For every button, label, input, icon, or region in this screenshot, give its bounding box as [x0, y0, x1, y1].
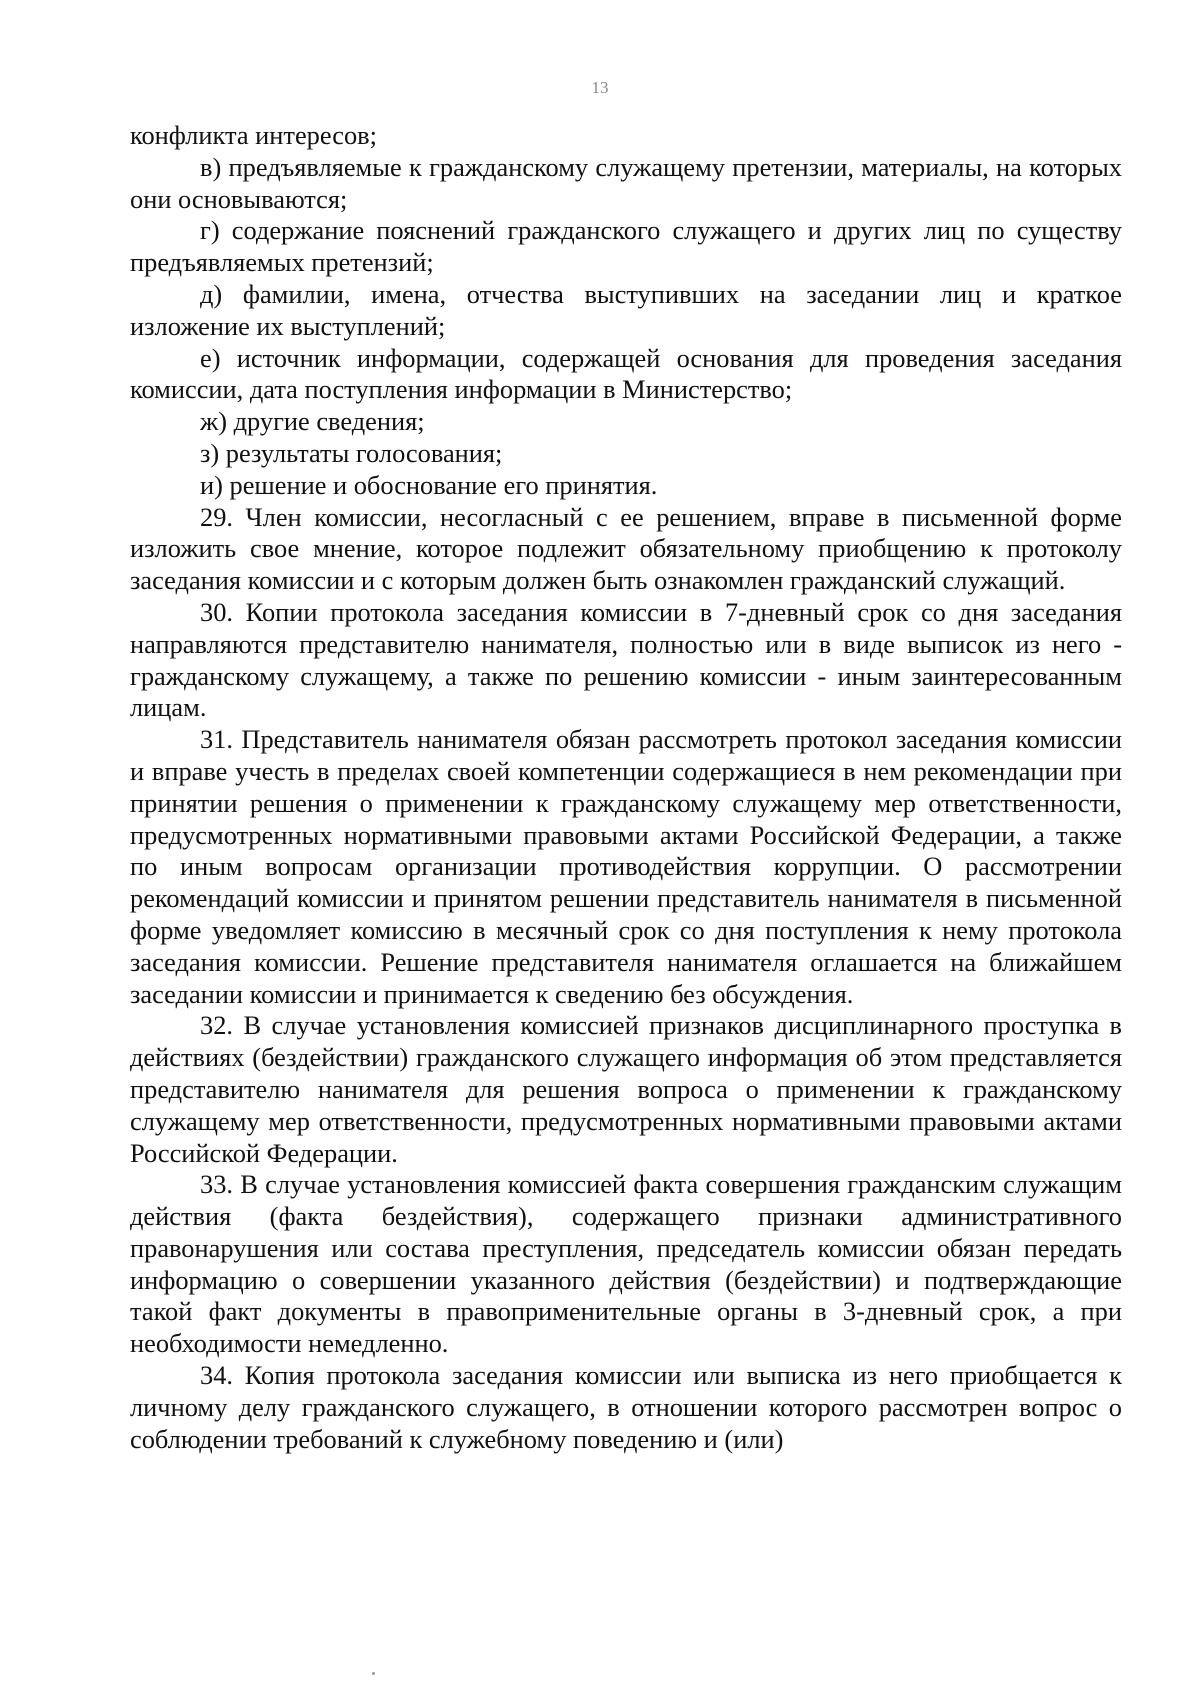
- paragraph-z: з) результаты голосования;: [200, 437, 503, 468]
- paragraph-zh: ж) другие сведения;: [200, 406, 425, 437]
- paragraph-v: в) предъявляемые к гражданскому служащему претензии, материалы, на которых они основываются;: [130, 151, 1122, 214]
- paragraph-33: 33. В случае установления комиссией факта совершения гражданским служащим действия (факта бездействия), содержащего признаки административного правонарушения или состава преступления, председатель комиссии обязан передать информацию о совершении указанного действия (бездействии) и подтверждающие такой факт документы в правоприменительные органы в 3-дневный срок, а при необходимости немедленно.: [130, 1169, 1122, 1359]
- page-number: 13: [591, 78, 609, 97]
- paragraph-continuation: конфликта интересов;: [130, 120, 377, 150]
- paragraph-d: д) фамилии, имена, отчества выступивших на заседании лиц и краткое изложение их выступлений;: [130, 278, 1122, 341]
- paragraph-29: 29. Член комиссии, несогласный с ее решением, вправе в письменной форме изложить свое мнение, которое подлежит обязательному приобщению к протоколу заседания комиссии и с которым должен быть ознакомлен гражданский служащий.: [130, 501, 1122, 596]
- paragraph-30: 30. Копии протокола заседания комиссии в 7-дневный срок со дня заседания направляются представителю нанимателя, полностью или в виде выписок из него - гражданскому служащему, а также по решению комиссии - иным заинтересованным лицам.: [130, 596, 1122, 723]
- paragraph-32: 32. В случае установления комиссией признаков дисциплинарного проступка в действиях (бездействии) гражданского служащего информация об этом представляется представителю нанимателя для решения вопроса о применении к гражданскому служащему мер ответственности, предусмотренных нормативными правовыми актами Российской Федерации.: [130, 1010, 1122, 1168]
- paragraph-34: 34. Копия протокола заседания комиссии или выписка из него приобщается к личному делу гражданского служащего, в отношении которого рассмотрен вопрос о соблюдении требований к служебному поведению и (или): [130, 1360, 1122, 1454]
- paragraph-g: г) содержание пояснений гражданского служащего и других лиц по существу предъявляемых претензий;: [130, 215, 1122, 278]
- scan-speck: [372, 1672, 375, 1675]
- paragraph-31: 31. Представитель нанимателя обязан рассмотреть протокол заседания комиссии и вправе учесть в пределах своей компетенции содержащиеся в нем рекомендации при принятии решения о применении к гражданскому служащему мер ответственности, предусмотренных нормативными правовыми актами Российской Федерации, а также по иным вопросам организации противодействия коррупции. О рассмотрении рекомендаций комиссии и принятом решении представитель нанимателя в письменной форме уведомляет комиссию в месячный срок со дня поступления к нему протокола заседания комиссии. Решение представителя нанимателя оглашается на ближайшем заседании комиссии и принимается к сведению без обсуждения.: [130, 724, 1122, 1009]
- paragraph-i: и) решение и обоснование его принятия.: [200, 469, 658, 500]
- paragraph-e: е) источник информации, содержащей основания для проведения заседания комиссии, дата поступления информации в Министерство;: [130, 342, 1122, 405]
- document-body: [130, 120, 1122, 1455]
